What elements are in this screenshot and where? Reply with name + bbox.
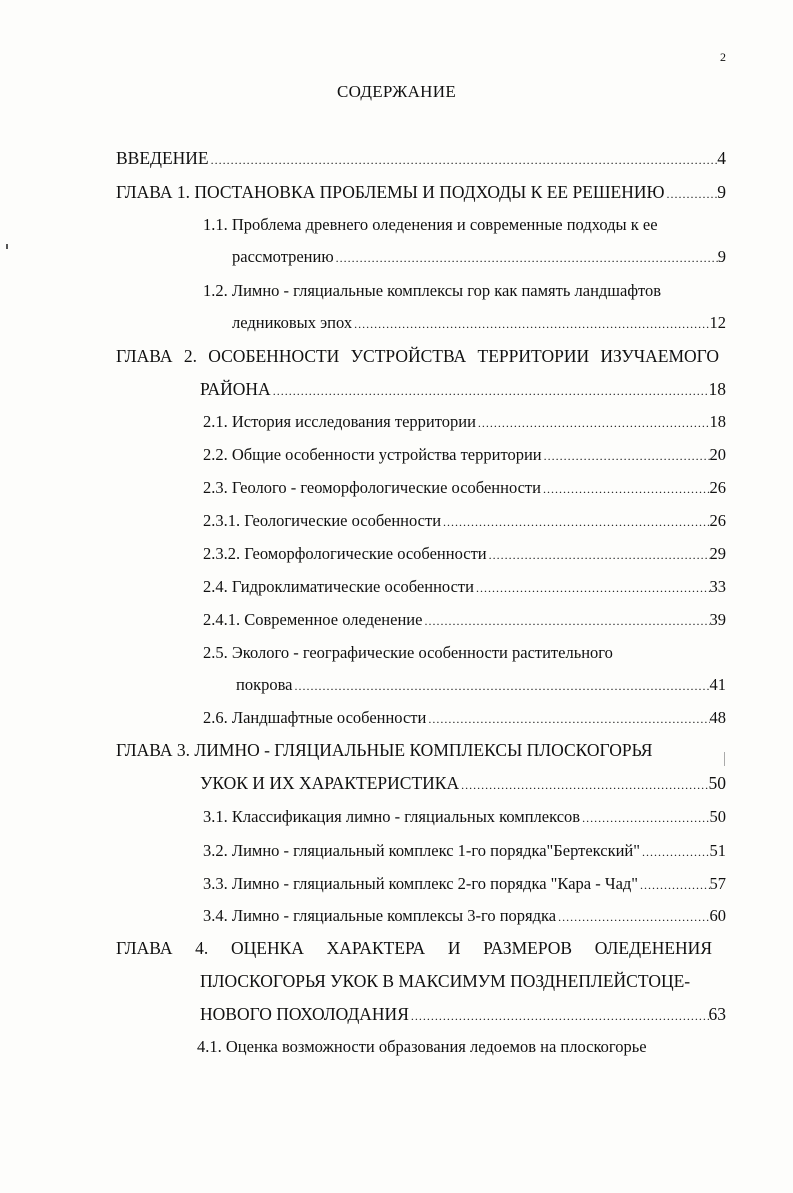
toc-entry-4-1: 4.1. Оценка возможности образования ледоемов на плоскогорье bbox=[197, 1037, 647, 1056]
toc-entry-chapter-3-line1: ГЛАВА 3. ЛИМНО - ГЛЯЦИАЛЬНЫЕ КОМПЛЕКСЫ ПЛОСКОГОРЬЯ bbox=[116, 740, 653, 760]
toc-entry-page: 57 bbox=[709, 874, 726, 893]
page-title: СОДЕРЖАНИЕ bbox=[336, 82, 457, 101]
toc-entry-page: 26 bbox=[709, 511, 726, 530]
toc-entry-page: 12 bbox=[709, 313, 726, 332]
toc-entry-text: 2.4.1. Современное оледенение bbox=[203, 610, 423, 629]
toc-entry-chapter-2-line1: ГЛАВА 2. ОСОБЕННОСТИ УСТРОЙСТВА ТЕРРИТОРИИ ИЗУЧАЕМОГО bbox=[116, 346, 719, 366]
toc-entry-page: 50 bbox=[708, 773, 726, 793]
toc-entry-text: 3.2. Лимно - гляциальный комплекс 1-го порядка"Бертекский" bbox=[203, 841, 640, 860]
toc-entry-1-2-line2 bbox=[232, 312, 726, 335]
toc-entry-2-3 bbox=[203, 477, 726, 500]
scan-speck bbox=[6, 244, 8, 249]
toc-entry-chapter-4-line1: ГЛАВА 4. ОЦЕНКА ХАРАКТЕРА И РАЗМЕРОВ ОЛЕДЕНЕНИЯ bbox=[116, 938, 712, 958]
toc-entry-1-1-line1: 1.1. Проблема древнего оледенения и современные подходы к ее bbox=[203, 215, 658, 234]
toc-entry-intro bbox=[116, 147, 726, 171]
toc-entry-3-4 bbox=[203, 905, 726, 928]
toc-entry-text: 2.3. Геолого - геоморфологические особенности bbox=[203, 478, 541, 497]
toc-entry-page: 18 bbox=[708, 379, 726, 399]
toc-entry-page: 41 bbox=[709, 675, 726, 694]
toc-entry-page: 51 bbox=[709, 841, 726, 860]
toc-entry-text: УКОК И ИХ ХАРАКТЕРИСТИКА bbox=[200, 773, 460, 793]
toc-entry-chapter-2-line2 bbox=[200, 378, 726, 402]
toc-entry-page: 63 bbox=[708, 1004, 726, 1024]
toc-entry-text: рассмотрению bbox=[232, 247, 334, 266]
toc-entry-2-3-1 bbox=[203, 510, 726, 533]
toc-entry-2-2 bbox=[203, 444, 726, 467]
toc-entry-page: 29 bbox=[709, 544, 726, 563]
toc-entry-2-4 bbox=[203, 576, 726, 599]
toc-entry-text: ледниковых эпох bbox=[232, 313, 353, 332]
toc-entry-2-5-line1: 2.5. Эколого - географические особенности растительного bbox=[203, 643, 613, 662]
toc-entry-3-2 bbox=[203, 840, 726, 863]
toc-entry-text: 3.1. Классификация лимно - гляциальных комплексов bbox=[203, 807, 581, 826]
toc-entry-chapter-1 bbox=[116, 181, 726, 205]
toc-entry-text: 2.4. Гидроклиматические особенности bbox=[203, 577, 474, 596]
toc-entry-2-6 bbox=[203, 707, 726, 730]
page-number: 2 bbox=[720, 50, 726, 64]
toc-entry-1-1-line2 bbox=[232, 246, 726, 269]
toc-entry-text: ГЛАВА 1. ПОСТАНОВКА ПРОБЛЕМЫ И ПОДХОДЫ К ЕЕ РЕШЕНИЮ bbox=[116, 182, 665, 202]
toc-entry-text: 2.3.1. Геологические особенности bbox=[203, 511, 442, 530]
toc-entry-page: 4 bbox=[717, 148, 726, 168]
toc-entry-text: 3.4. Лимно - гляциальные комплексы 3-го порядка bbox=[203, 906, 557, 925]
toc-entry-page: 18 bbox=[709, 412, 726, 431]
toc-entry-2-3-2 bbox=[203, 543, 726, 566]
toc-entry-text: 2.2. Общие особенности устройства территории bbox=[203, 445, 542, 464]
toc-entry-page: 60 bbox=[709, 906, 726, 925]
toc-entry-page: 33 bbox=[709, 577, 726, 596]
toc-entry-chapter-4-line2: ПЛОСКОГОРЬЯ УКОК В МАКСИМУМ ПОЗДНЕПЛЕЙСТОЦЕ- bbox=[200, 971, 691, 991]
toc-entry-2-1 bbox=[203, 411, 726, 434]
toc-entry-page: 20 bbox=[709, 445, 726, 464]
toc-entry-1-2-line1: 1.2. Лимно - гляциальные комплексы гор как память ландшафтов bbox=[203, 281, 662, 300]
toc-entry-text: 2.1. История исследования территории bbox=[203, 412, 476, 431]
toc-entry-3-1 bbox=[203, 806, 726, 829]
toc-entry-page: 50 bbox=[709, 807, 726, 826]
toc-entry-page: 9 bbox=[717, 182, 726, 202]
toc-entry-text: ВВЕДЕНИЕ bbox=[116, 148, 209, 168]
toc-entry-3-3 bbox=[203, 873, 726, 896]
toc-entry-text: покрова bbox=[236, 675, 293, 694]
toc-entry-chapter-3-line2 bbox=[200, 772, 726, 796]
toc-entry-text: 2.6. Ландшафтные особенности bbox=[203, 708, 427, 727]
toc-entry-2-5-line2 bbox=[236, 674, 726, 697]
toc-entry-page: 9 bbox=[717, 247, 726, 266]
toc-entry-page: 26 bbox=[709, 478, 726, 497]
toc-entry-text: 3.3. Лимно - гляциальный комплекс 2-го порядка "Кара - Чад" bbox=[203, 874, 639, 893]
toc-entry-text: 2.3.2. Геоморфологические особенности bbox=[203, 544, 487, 563]
toc-entry-page: 39 bbox=[709, 610, 726, 629]
toc-entry-text: НОВОГО ПОХОЛОДАНИЯ bbox=[200, 1004, 409, 1024]
toc-entry-2-4-1 bbox=[203, 609, 726, 632]
toc-entry-page: 48 bbox=[709, 708, 726, 727]
toc-entry-text: РАЙОНА bbox=[200, 379, 271, 399]
scan-speck bbox=[724, 752, 725, 766]
toc-entry-chapter-4-line3 bbox=[200, 1003, 726, 1027]
